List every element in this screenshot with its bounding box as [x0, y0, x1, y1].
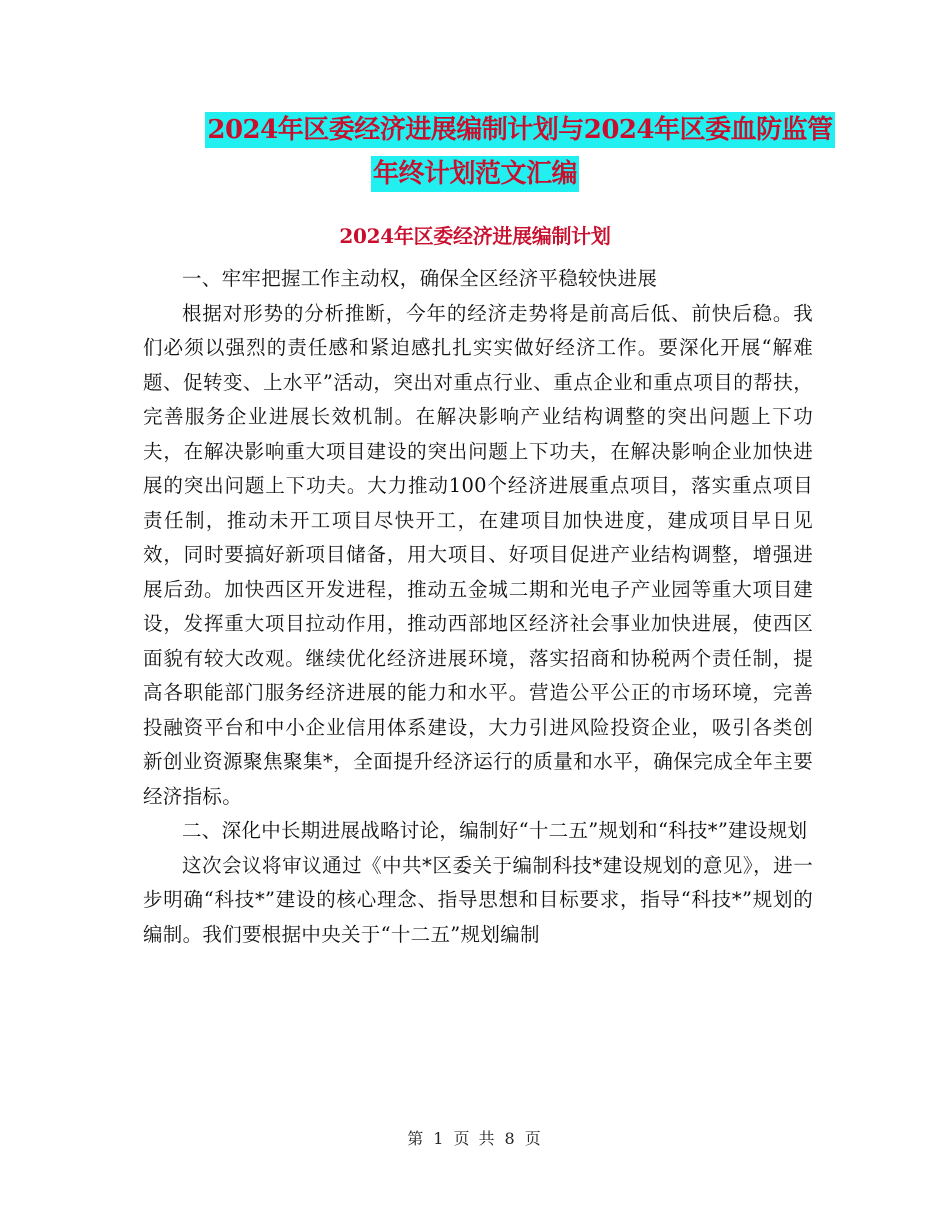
- document-title: [0, 112, 950, 192]
- title-line-1: 2024年区委经济进展编制计划与2024年区委血防监管: [205, 112, 834, 148]
- page-total: 8: [504, 1129, 517, 1148]
- page-footer: [0, 1126, 950, 1149]
- footer-prefix: 第: [407, 1129, 426, 1148]
- page-number: 1: [433, 1129, 446, 1148]
- footer-middle: 页 共: [453, 1129, 497, 1148]
- paragraph: 根据对形势的分析推断，今年的经济走势将是前高后低、前快后稳。我们必须以强烈的责任感和紧迫感扎扎实实做好经济工作。要深化开展“解难题、促转变、上水平”活动，突出对重点行业、重点企业和重点项目的帮扶，完善服务企业进展长效机制。在解决影响产业结构调整的突出问题上下功夫，在解决影响重大项目建设的突出问题上下功夫，在解决影响企业加快进展的突出问题上下功夫。大力推动100个经济进展重点项目，落实重点项目责任制，推动未开工项目尽快开工，在建项目加快进度，建成项目早日见效，同时要搞好新项目储备，用大项目、好项目促进产业结构调整，增强进展后劲。加快西区开发进程，推动五金城二期和光电子产业园等重大项目建设，发挥重大项目拉动作用，推动西部地区经济社会事业加快进展，使西区面貌有较大改观。继续优化经济进展环境，落实招商和协税两个责任制，提高各职能部门服务经济进展的能力和水平。营造公平公正的市场环境，完善投融资平台和中小企业信用体系建设，大力引进风险投资企业，吸引各类创新创业资源聚焦聚集*，全面提升经济运行的质量和水平，确保完成全年主要经济指标。: [143, 301, 813, 808]
- section-title: 2024年区委经济进展编制计划: [339, 224, 611, 248]
- paragraph: 这次会议将审议通过《中共*区委关于编制科技*建设规划的意见》，进一步明确“科技*”建设的核心理念、指导思想和目标要求，指导“科技*”规划的编制。我们要根据中央关于“十二五”规划编制: [143, 853, 813, 946]
- document-body: [143, 262, 813, 952]
- paragraph-heading-2: 二、深化中长期进展战略讨论，编制好“十二五”规划和“科技*”建设规划: [182, 819, 808, 842]
- title-line-2: 年终计划范文汇编: [371, 156, 579, 192]
- paragraph-heading-1: 一、牢牢把握工作主动权，确保全区经济平稳较快进展: [182, 267, 658, 290]
- footer-suffix: 页: [524, 1129, 543, 1148]
